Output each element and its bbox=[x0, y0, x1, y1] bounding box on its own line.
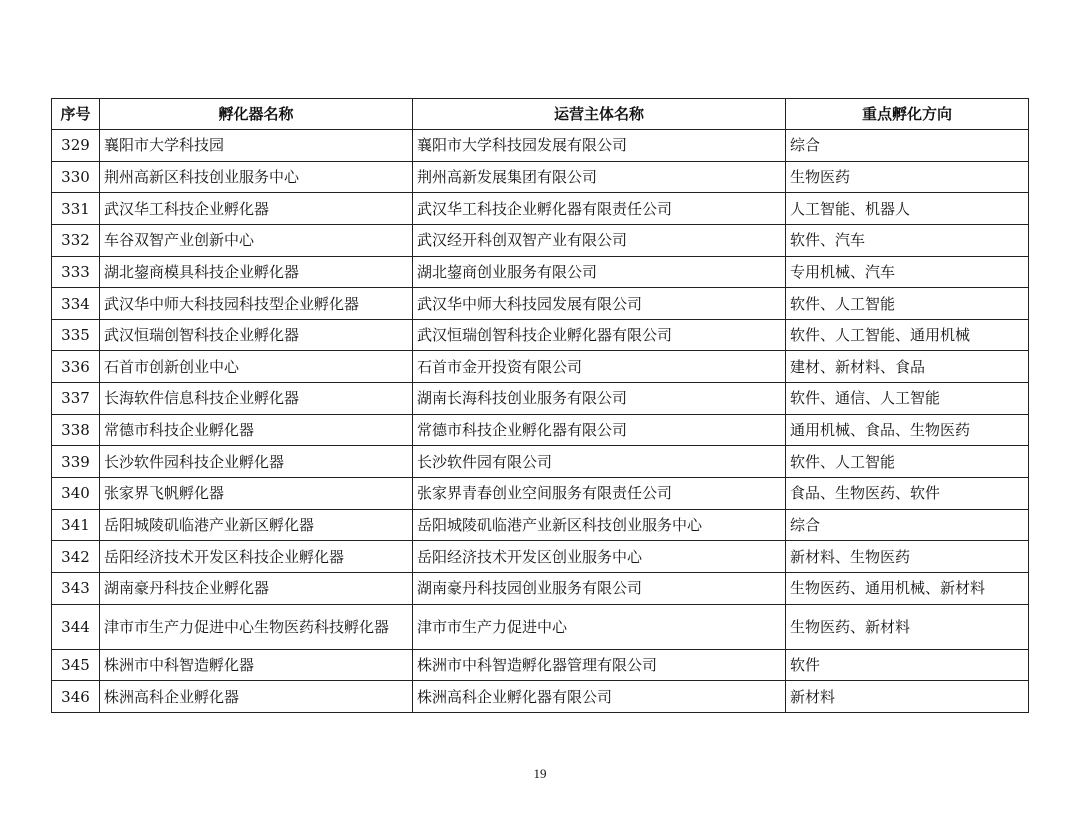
cell-operator-name: 荆州高新发展集团有限公司 bbox=[413, 161, 786, 193]
table-row bbox=[52, 541, 1029, 573]
cell-focus-direction: 软件、人工智能 bbox=[786, 288, 1029, 320]
cell-incubator-name: 湖北鋆商模具科技企业孵化器 bbox=[100, 256, 413, 288]
table-row bbox=[52, 572, 1029, 604]
cell-incubator-name: 岳阳经济技术开发区科技企业孵化器 bbox=[100, 541, 413, 573]
cell-incubator-name: 岳阳城陵矶临港产业新区孵化器 bbox=[100, 509, 413, 541]
cell-serial-no: 338 bbox=[52, 414, 100, 446]
cell-operator-name: 岳阳经济技术开发区创业服务中心 bbox=[413, 541, 786, 573]
cell-serial-no: 344 bbox=[52, 604, 100, 649]
table-row bbox=[52, 478, 1029, 510]
cell-serial-no: 332 bbox=[52, 224, 100, 256]
cell-incubator-name: 株洲市中科智造孵化器 bbox=[100, 649, 413, 681]
cell-focus-direction: 生物医药、通用机械、新材料 bbox=[786, 572, 1029, 604]
cell-operator-name: 津市市生产力促进中心 bbox=[413, 604, 786, 649]
cell-operator-name: 武汉恒瑞创智科技企业孵化器有限公司 bbox=[413, 319, 786, 351]
cell-focus-direction: 专用机械、汽车 bbox=[786, 256, 1029, 288]
table-row bbox=[52, 224, 1029, 256]
cell-serial-no: 335 bbox=[52, 319, 100, 351]
cell-focus-direction: 软件、人工智能、通用机械 bbox=[786, 319, 1029, 351]
table-row bbox=[52, 351, 1029, 383]
cell-operator-name: 湖南长海科技创业服务有限公司 bbox=[413, 383, 786, 415]
page-number: 19 bbox=[533, 766, 547, 781]
incubator-table bbox=[51, 98, 1029, 713]
table-row bbox=[52, 161, 1029, 193]
cell-focus-direction: 综合 bbox=[786, 509, 1029, 541]
cell-serial-no: 341 bbox=[52, 509, 100, 541]
cell-operator-name: 石首市金开投资有限公司 bbox=[413, 351, 786, 383]
cell-focus-direction: 食品、生物医药、软件 bbox=[786, 478, 1029, 510]
cell-operator-name: 张家界青春创业空间服务有限责任公司 bbox=[413, 478, 786, 510]
cell-serial-no: 340 bbox=[52, 478, 100, 510]
table-row bbox=[52, 681, 1029, 713]
cell-focus-direction: 软件、通信、人工智能 bbox=[786, 383, 1029, 415]
cell-incubator-name: 常德市科技企业孵化器 bbox=[100, 414, 413, 446]
cell-incubator-name: 长沙软件园科技企业孵化器 bbox=[100, 446, 413, 478]
cell-serial-no: 337 bbox=[52, 383, 100, 415]
cell-focus-direction: 生物医药、新材料 bbox=[786, 604, 1029, 649]
cell-incubator-name: 荆州高新区科技创业服务中心 bbox=[100, 161, 413, 193]
cell-serial-no: 336 bbox=[52, 351, 100, 383]
cell-incubator-name: 武汉恒瑞创智科技企业孵化器 bbox=[100, 319, 413, 351]
cell-focus-direction: 通用机械、食品、生物医药 bbox=[786, 414, 1029, 446]
cell-focus-direction: 新材料 bbox=[786, 681, 1029, 713]
cell-operator-name: 株洲高科企业孵化器有限公司 bbox=[413, 681, 786, 713]
cell-incubator-name: 张家界飞帆孵化器 bbox=[100, 478, 413, 510]
table-row bbox=[52, 446, 1029, 478]
table-row bbox=[52, 604, 1029, 649]
cell-serial-no: 342 bbox=[52, 541, 100, 573]
cell-serial-no: 334 bbox=[52, 288, 100, 320]
cell-focus-direction: 建材、新材料、食品 bbox=[786, 351, 1029, 383]
header-focus-direction: 重点孵化方向 bbox=[786, 99, 1029, 130]
header-operator-name: 运营主体名称 bbox=[413, 99, 786, 130]
cell-serial-no: 343 bbox=[52, 572, 100, 604]
cell-operator-name: 湖北鋆商创业服务有限公司 bbox=[413, 256, 786, 288]
cell-operator-name: 株洲市中科智造孵化器管理有限公司 bbox=[413, 649, 786, 681]
cell-serial-no: 333 bbox=[52, 256, 100, 288]
header-serial-no: 序号 bbox=[52, 99, 100, 130]
cell-serial-no: 330 bbox=[52, 161, 100, 193]
cell-focus-direction: 软件、汽车 bbox=[786, 224, 1029, 256]
header-incubator-name: 孵化器名称 bbox=[100, 99, 413, 130]
table-row bbox=[52, 288, 1029, 320]
cell-incubator-name: 长海软件信息科技企业孵化器 bbox=[100, 383, 413, 415]
cell-focus-direction: 软件 bbox=[786, 649, 1029, 681]
table-row bbox=[52, 193, 1029, 225]
table-header-row bbox=[52, 99, 1029, 130]
table-row bbox=[52, 414, 1029, 446]
cell-operator-name: 襄阳市大学科技园发展有限公司 bbox=[413, 130, 786, 162]
cell-serial-no: 345 bbox=[52, 649, 100, 681]
table-row bbox=[52, 319, 1029, 351]
cell-operator-name: 武汉华中师大科技园发展有限公司 bbox=[413, 288, 786, 320]
cell-focus-direction: 人工智能、机器人 bbox=[786, 193, 1029, 225]
cell-operator-name: 武汉华工科技企业孵化器有限责任公司 bbox=[413, 193, 786, 225]
cell-incubator-name: 武汉华中师大科技园科技型企业孵化器 bbox=[100, 288, 413, 320]
cell-incubator-name: 车谷双智产业创新中心 bbox=[100, 224, 413, 256]
table-row bbox=[52, 509, 1029, 541]
cell-incubator-name: 湖南豪丹科技企业孵化器 bbox=[100, 572, 413, 604]
cell-focus-direction: 生物医药 bbox=[786, 161, 1029, 193]
cell-serial-no: 329 bbox=[52, 130, 100, 162]
table-row bbox=[52, 130, 1029, 162]
cell-operator-name: 武汉经开科创双智产业有限公司 bbox=[413, 224, 786, 256]
cell-operator-name: 长沙软件园有限公司 bbox=[413, 446, 786, 478]
cell-operator-name: 常德市科技企业孵化器有限公司 bbox=[413, 414, 786, 446]
table-row bbox=[52, 256, 1029, 288]
table-row bbox=[52, 649, 1029, 681]
cell-focus-direction: 新材料、生物医药 bbox=[786, 541, 1029, 573]
cell-incubator-name: 津市市生产力促进中心生物医药科技孵化器 bbox=[100, 604, 413, 649]
cell-incubator-name: 武汉华工科技企业孵化器 bbox=[100, 193, 413, 225]
cell-operator-name: 岳阳城陵矶临港产业新区科技创业服务中心 bbox=[413, 509, 786, 541]
cell-focus-direction: 软件、人工智能 bbox=[786, 446, 1029, 478]
cell-focus-direction: 综合 bbox=[786, 130, 1029, 162]
cell-incubator-name: 株洲高科企业孵化器 bbox=[100, 681, 413, 713]
cell-serial-no: 339 bbox=[52, 446, 100, 478]
cell-incubator-name: 石首市创新创业中心 bbox=[100, 351, 413, 383]
cell-serial-no: 331 bbox=[52, 193, 100, 225]
table-row bbox=[52, 383, 1029, 415]
cell-incubator-name: 襄阳市大学科技园 bbox=[100, 130, 413, 162]
cell-operator-name: 湖南豪丹科技园创业服务有限公司 bbox=[413, 572, 786, 604]
cell-serial-no: 346 bbox=[52, 681, 100, 713]
